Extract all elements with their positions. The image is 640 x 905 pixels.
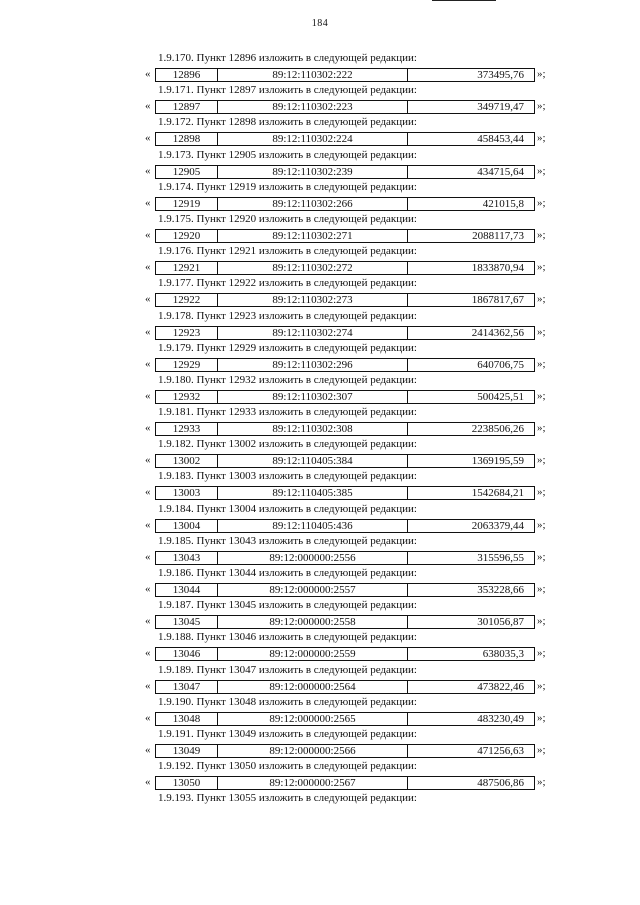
row-cells <box>155 615 535 629</box>
item-number-cell: 12923 <box>156 327 218 339</box>
cadastral-number-cell: 89:12:110302:223 <box>218 101 408 113</box>
entry <box>0 342 640 374</box>
row-cells <box>155 326 535 340</box>
open-quote: « <box>145 615 151 628</box>
item-number-cell: 12921 <box>156 262 218 274</box>
entry <box>0 406 640 438</box>
entry-heading: 1.9.183. Пункт 13003 изложить в следующей редакции: <box>158 470 417 483</box>
close-quote: »; <box>537 743 546 756</box>
item-number-cell: 12929 <box>156 359 218 371</box>
table-row <box>145 615 565 630</box>
table-row <box>145 229 565 244</box>
cadastral-value-cell: 487506,86 <box>477 777 524 790</box>
table-row <box>145 358 565 373</box>
entry <box>0 728 640 760</box>
item-number-cell: 13044 <box>156 584 218 596</box>
close-quote: »; <box>537 100 546 113</box>
table-row <box>145 776 565 791</box>
table-row <box>145 390 565 405</box>
row-cells <box>155 100 535 114</box>
open-quote: « <box>145 486 151 499</box>
cadastral-number-cell: 89:12:000000:2566 <box>218 745 408 757</box>
cadastral-value-cell: 2238506,26 <box>471 423 524 436</box>
open-quote: « <box>145 422 151 435</box>
entry <box>0 696 640 728</box>
entry-heading: 1.9.173. Пункт 12905 изложить в следующей редакции: <box>158 148 417 161</box>
entry-heading: 1.9.191. Пункт 13049 изложить в следующей редакции: <box>158 727 417 740</box>
cadastral-number-cell: 89:12:000000:2559 <box>218 648 408 660</box>
entry-heading: 1.9.181. Пункт 12933 изложить в следующей редакции: <box>158 406 417 419</box>
entry-heading: 1.9.176. Пункт 12921 изложить в следующей редакции: <box>158 245 417 258</box>
entry-heading: 1.9.190. Пункт 13048 изложить в следующей редакции: <box>158 695 417 708</box>
entry <box>0 535 640 567</box>
open-quote: « <box>145 743 151 756</box>
table-row <box>145 422 565 437</box>
open-quote: « <box>145 583 151 595</box>
entry-heading: 1.9.171. Пункт 12897 изложить в следующей редакции: <box>158 84 417 97</box>
cadastral-value-cell: 1833870,94 <box>471 262 524 275</box>
cadastral-value-cell: 458453,44 <box>477 133 524 146</box>
close-quote: »; <box>537 389 546 402</box>
open-quote: « <box>145 164 151 177</box>
close-quote: »; <box>537 422 546 435</box>
entry-heading: 1.9.182. Пункт 13002 изложить в следующей редакции: <box>158 438 417 451</box>
row-cells <box>155 647 535 661</box>
close-quote: »; <box>537 711 546 724</box>
close-quote: »; <box>537 357 546 370</box>
row-cells <box>155 776 535 790</box>
cadastral-value-cell: 471256,63 <box>477 744 524 757</box>
cadastral-value-cell: 1542684,21 <box>471 487 524 500</box>
item-number-cell: 13047 <box>156 681 218 693</box>
entry-heading: 1.9.175. Пункт 12920 изложить в следующей редакции: <box>158 212 417 225</box>
entry <box>0 374 640 406</box>
cadastral-value-cell: 640706,75 <box>477 358 524 371</box>
cadastral-number-cell: 89:12:000000:2558 <box>218 616 408 628</box>
entry <box>0 84 640 116</box>
open-quote: « <box>145 389 151 402</box>
cadastral-number-cell: 89:12:110302:272 <box>218 262 408 274</box>
table-row <box>145 583 565 598</box>
close-quote: »; <box>537 164 546 177</box>
cadastral-number-cell: 89:12:110302:239 <box>218 166 408 178</box>
open-quote: « <box>145 68 151 80</box>
table-row <box>145 165 565 180</box>
table-row <box>145 712 565 727</box>
open-quote: « <box>145 679 151 692</box>
table-row <box>145 293 565 308</box>
table-row <box>145 132 565 147</box>
entry-heading: 1.9.178. Пункт 12923 изложить в следующей редакции: <box>158 309 417 322</box>
row-cells <box>155 583 535 597</box>
table-row <box>145 454 565 469</box>
open-quote: « <box>145 454 151 467</box>
open-quote: « <box>145 357 151 370</box>
close-quote: »; <box>537 196 546 209</box>
row-cells <box>155 680 535 694</box>
table-row <box>145 197 565 212</box>
item-number-cell: 13043 <box>156 552 218 564</box>
entry <box>0 631 640 663</box>
cadastral-value-cell: 1369195,59 <box>471 455 524 468</box>
close-quote: »; <box>537 776 546 789</box>
open-quote: « <box>145 550 151 563</box>
top-rule <box>432 0 496 1</box>
entry <box>0 760 640 792</box>
close-quote: »; <box>537 228 546 241</box>
table-row <box>145 551 565 566</box>
entry-heading: 1.9.174. Пункт 12919 изложить в следующей редакции: <box>158 180 417 193</box>
entry-heading: 1.9.186. Пункт 13044 изложить в следующей редакции: <box>158 567 417 579</box>
entry <box>0 310 640 342</box>
item-number-cell: 12920 <box>156 230 218 242</box>
cadastral-value-cell: 2414362,56 <box>471 326 524 339</box>
open-quote: « <box>145 776 151 789</box>
cadastral-value-cell: 638035,3 <box>482 648 524 661</box>
entry-heading: 1.9.192. Пункт 13050 изложить в следующей редакции: <box>158 760 417 773</box>
close-quote: »; <box>537 325 546 338</box>
cadastral-value-cell: 2088117,73 <box>472 229 524 242</box>
cadastral-number-cell: 89:12:000000:2567 <box>218 777 408 789</box>
item-number-cell: 13046 <box>156 648 218 660</box>
row-cells <box>155 165 535 179</box>
entry-heading: 1.9.170. Пункт 12896 изложить в следующей редакции: <box>158 52 417 64</box>
row-cells <box>155 712 535 726</box>
cadastral-number-cell: 89:12:110405:384 <box>218 455 408 467</box>
open-quote: « <box>145 132 151 145</box>
cadastral-number-cell: 89:12:110302:271 <box>218 230 408 242</box>
close-quote: »; <box>537 583 546 595</box>
cadastral-number-cell: 89:12:110302:273 <box>218 294 408 306</box>
cadastral-value-cell: 421015,8 <box>482 197 524 210</box>
open-quote: « <box>145 196 151 209</box>
row-cells <box>155 68 535 82</box>
cadastral-value-cell: 301056,87 <box>477 616 524 629</box>
entry-heading: 1.9.188. Пункт 13046 изложить в следующей редакции: <box>158 631 417 644</box>
entry <box>0 213 640 245</box>
entry <box>0 470 640 502</box>
entry <box>0 438 640 470</box>
cadastral-number-cell: 89:12:110302:308 <box>218 423 408 435</box>
cadastral-value-cell: 349719,47 <box>477 101 524 114</box>
cadastral-number-cell: 89:12:110302:222 <box>218 69 408 81</box>
open-quote: « <box>145 261 151 274</box>
entry <box>0 599 640 631</box>
item-number-cell: 12922 <box>156 294 218 306</box>
cadastral-value-cell: 373495,76 <box>477 69 524 81</box>
row-cells <box>155 261 535 275</box>
row-cells <box>155 197 535 211</box>
item-number-cell: 13048 <box>156 713 218 725</box>
row-cells <box>155 390 535 404</box>
close-quote: »; <box>537 132 546 145</box>
open-quote: « <box>145 647 151 660</box>
cadastral-value-cell: 434715,64 <box>477 165 524 178</box>
open-quote: « <box>145 228 151 241</box>
row-cells <box>155 132 535 146</box>
cadastral-number-cell: 89:12:000000:2557 <box>218 584 408 596</box>
item-number-cell: 13003 <box>156 487 218 499</box>
item-number-cell: 13004 <box>156 520 218 532</box>
open-quote: « <box>145 711 151 724</box>
table-row <box>145 519 565 534</box>
cadastral-number-cell: 89:12:110302:296 <box>218 359 408 371</box>
item-number-cell: 12933 <box>156 423 218 435</box>
item-number-cell: 12932 <box>156 391 218 403</box>
item-number-cell: 12898 <box>156 133 218 145</box>
row-cells <box>155 422 535 436</box>
item-number-cell: 13002 <box>156 455 218 467</box>
row-cells <box>155 486 535 500</box>
table-row <box>145 326 565 341</box>
row-cells <box>155 744 535 758</box>
close-quote: »; <box>537 647 546 660</box>
item-number-cell: 13050 <box>156 777 218 789</box>
open-quote: « <box>145 325 151 338</box>
entry-heading: 1.9.179. Пункт 12929 изложить в следующей редакции: <box>158 341 417 354</box>
open-quote: « <box>145 518 151 531</box>
cadastral-number-cell: 89:12:000000:2556 <box>218 552 408 564</box>
table-row <box>145 68 565 83</box>
close-quote: »; <box>537 68 546 80</box>
row-cells <box>155 358 535 372</box>
close-quote: »; <box>537 486 546 499</box>
close-quote: »; <box>537 615 546 628</box>
close-quote: »; <box>537 261 546 274</box>
open-quote: « <box>145 100 151 113</box>
row-cells <box>155 551 535 565</box>
cadastral-value-cell: 483230,49 <box>477 712 524 725</box>
cadastral-value-cell: 353228,66 <box>477 584 524 596</box>
row-cells <box>155 454 535 468</box>
entry-heading: 1.9.180. Пункт 12932 изложить в следующей редакции: <box>158 373 417 386</box>
close-quote: »; <box>537 454 546 467</box>
item-number-cell: 12905 <box>156 166 218 178</box>
table-row <box>145 647 565 662</box>
entry-heading: 1.9.172. Пункт 12898 изложить в следующей редакции: <box>158 116 417 129</box>
entry-heading: 1.9.185. Пункт 13043 изложить в следующей редакции: <box>158 534 417 547</box>
entry-heading: 1.9.193. Пункт 13055 изложить в следующей редакции: <box>158 792 417 805</box>
table-row <box>145 261 565 276</box>
cadastral-number-cell: 89:12:110302:307 <box>218 391 408 403</box>
entries-list <box>0 52 640 792</box>
close-quote: »; <box>537 679 546 692</box>
table-row <box>145 100 565 115</box>
entry-heading: 1.9.189. Пункт 13047 изложить в следующей редакции: <box>158 663 417 676</box>
row-cells <box>155 519 535 533</box>
table-row <box>145 680 565 695</box>
row-cells <box>155 293 535 307</box>
entry <box>0 503 640 535</box>
entry <box>0 664 640 696</box>
close-quote: »; <box>537 518 546 531</box>
cadastral-value-cell: 473822,46 <box>477 680 524 693</box>
entry <box>0 245 640 277</box>
cadastral-value-cell: 2063379,44 <box>471 519 524 532</box>
cadastral-number-cell: 89:12:000000:2565 <box>218 713 408 725</box>
entry-heading: 1.9.184. Пункт 13004 изложить в следующей редакции: <box>158 502 417 515</box>
entry <box>0 149 640 181</box>
page-number: 184 <box>311 18 329 29</box>
document-body <box>0 52 640 812</box>
entry <box>0 52 640 84</box>
item-number-cell: 13045 <box>156 616 218 628</box>
item-number-cell: 12896 <box>156 69 218 81</box>
close-quote: »; <box>537 293 546 306</box>
cadastral-number-cell: 89:12:110302:274 <box>218 327 408 339</box>
close-quote: »; <box>537 550 546 563</box>
entry-heading-last <box>0 792 640 812</box>
cadastral-number-cell: 89:12:110405:436 <box>218 520 408 532</box>
cadastral-value-cell: 1867817,67 <box>471 294 524 307</box>
cadastral-number-cell: 89:12:110302:266 <box>218 198 408 210</box>
entry <box>0 567 640 599</box>
entry <box>0 116 640 148</box>
item-number-cell: 12919 <box>156 198 218 210</box>
table-row <box>145 486 565 501</box>
item-number-cell: 13049 <box>156 745 218 757</box>
cadastral-number-cell: 89:12:110302:224 <box>218 133 408 145</box>
entry-heading: 1.9.187. Пункт 13045 изложить в следующей редакции: <box>158 599 417 612</box>
cadastral-number-cell: 89:12:110405:385 <box>218 487 408 499</box>
entry-heading: 1.9.177. Пункт 12922 изложить в следующей редакции: <box>158 277 417 290</box>
entry <box>0 181 640 213</box>
row-cells <box>155 229 535 243</box>
entry <box>0 277 640 309</box>
table-row <box>145 744 565 759</box>
cadastral-value-cell: 315596,55 <box>477 551 524 564</box>
open-quote: « <box>145 293 151 306</box>
item-number-cell: 12897 <box>156 101 218 113</box>
cadastral-value-cell: 500425,51 <box>477 390 524 403</box>
cadastral-number-cell: 89:12:000000:2564 <box>218 681 408 693</box>
